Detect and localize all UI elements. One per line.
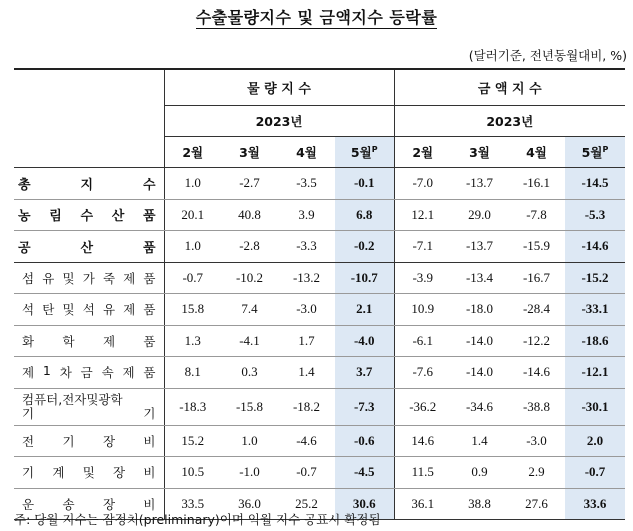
group-header-volume: 물 량 지 수 [164,69,394,106]
cell-vol-1: 40.8 [221,199,278,231]
cell-vol-1: -10.2 [221,262,278,294]
cell-val-0: -7.0 [394,168,451,200]
table-row [14,457,625,489]
footnote: 주: 당월 지수는 잠정치(preliminary)이며 익월 지수 공표시 확정됨 [14,512,381,527]
cell-val-1: -13.7 [451,231,508,263]
index-table [14,68,625,520]
table-row [14,388,625,425]
cell-vol-0: -0.7 [164,262,221,294]
table-row [14,294,625,326]
cell-vol-2: -3.3 [278,231,335,263]
cell-val-1: -13.4 [451,262,508,294]
prelim-mark: P [371,144,378,154]
cell-val-3: -30.1 [565,388,625,425]
cell-vol-2: -3.5 [278,168,335,200]
cell-val-0: 10.9 [394,294,451,326]
cell-vol-3: -10.7 [335,262,394,294]
cell-val-3: -12.1 [565,357,625,389]
cell-vol-1: -2.8 [221,231,278,263]
cell-val-0: 11.5 [394,457,451,489]
row-label: 전 기 장 비 [14,425,164,457]
cell-val-1: 1.4 [451,425,508,457]
cell-vol-1: -4.1 [221,325,278,357]
cell-val-2: -3.0 [508,425,565,457]
row-label: 농 림 수 산 품 [14,199,164,231]
cell-vol-2: -4.6 [278,425,335,457]
cell-val-2: -38.8 [508,388,565,425]
group-header-value: 금 액 지 수 [394,69,625,106]
row-label: 섬 유 및 가 죽 제 품 [14,262,164,294]
month-header-val-0: 2월 [394,137,451,168]
cell-val-2: -16.1 [508,168,565,200]
cell-val-2: 2.9 [508,457,565,489]
cell-vol-2: -0.7 [278,457,335,489]
row-label: 석 탄 및 석 유 제 품 [14,294,164,326]
cell-vol-0: 15.8 [164,294,221,326]
cell-vol-0: 10.5 [164,457,221,489]
page-title: 수출물량지수 및 금액지수 등락률 [195,8,438,27]
cell-vol-0: 15.2 [164,425,221,457]
cell-val-0: 36.1 [394,488,451,520]
cell-vol-1: -1.0 [221,457,278,489]
cell-val-1: -18.0 [451,294,508,326]
cell-val-0: -6.1 [394,325,451,357]
row-label: 화 학 제 품 [14,325,164,357]
cell-vol-3: 6.8 [335,199,394,231]
cell-val-0: -3.9 [394,262,451,294]
table-row [14,325,625,357]
table-row [14,231,625,263]
cell-vol-2: 1.4 [278,357,335,389]
cell-vol-1: 0.3 [221,357,278,389]
cell-val-1: -34.6 [451,388,508,425]
year-label-value: 2023년 [394,106,625,137]
cell-val-3: 33.6 [565,488,625,520]
cell-vol-2: 1.7 [278,325,335,357]
cell-val-3: -33.1 [565,294,625,326]
cell-vol-2: -13.2 [278,262,335,294]
cell-val-1: 0.9 [451,457,508,489]
table-row [14,357,625,389]
cell-val-2: -15.9 [508,231,565,263]
cell-val-0: 12.1 [394,199,451,231]
cell-val-2: -28.4 [508,294,565,326]
cell-val-3: -18.6 [565,325,625,357]
month-header-val-3: 5월$^P$ [565,137,625,168]
cell-val-3: -5.3 [565,199,625,231]
cell-val-0: -7.1 [394,231,451,263]
row-label: 제 1 차 금 속 제 품 [14,357,164,389]
cell-val-3: -14.5 [565,168,625,200]
unit-note: (달러기준, 전년동월대비, %) [468,48,627,63]
month-header-vol-3: 5월$^P$ [335,137,394,168]
month-header-vol-0: 2월 [164,137,221,168]
cell-vol-0: 1.3 [164,325,221,357]
month-header-vol-2: 4월 [278,137,335,168]
cell-val-1: -13.7 [451,168,508,200]
cell-vol-2: -18.2 [278,388,335,425]
cell-val-3: 2.0 [565,425,625,457]
cell-vol-3: -7.3 [335,388,394,425]
row-label: 컴퓨터,전자및광학 기 기 [14,388,164,425]
cell-vol-1: 1.0 [221,425,278,457]
month-header-val-2: 4월 [508,137,565,168]
cell-val-3: -15.2 [565,262,625,294]
cell-vol-0: 20.1 [164,199,221,231]
cell-val-1: -14.0 [451,325,508,357]
cell-vol-1: -2.7 [221,168,278,200]
cell-val-3: -14.6 [565,231,625,263]
cell-vol-0: 1.0 [164,168,221,200]
cell-vol-0: 1.0 [164,231,221,263]
cell-vol-0: 8.1 [164,357,221,389]
cell-vol-0: 33.5 [164,488,221,520]
cell-vol-3: -0.6 [335,425,394,457]
cell-val-3: -0.7 [565,457,625,489]
cell-vol-3: -0.2 [335,231,394,263]
cell-vol-3: 3.7 [335,357,394,389]
cell-vol-2: 3.9 [278,199,335,231]
cell-val-1: 38.8 [451,488,508,520]
cell-vol-1: 7.4 [221,294,278,326]
year-label-volume: 2023년 [164,106,394,137]
cell-val-2: 27.6 [508,488,565,520]
cell-vol-3: -4.0 [335,325,394,357]
cell-val-2: -16.7 [508,262,565,294]
cell-val-0: 14.6 [394,425,451,457]
cell-val-1: -14.0 [451,357,508,389]
table-row [14,168,625,200]
cell-vol-1: -15.8 [221,388,278,425]
month-header-vol-1: 3월 [221,137,278,168]
cell-vol-3: -0.1 [335,168,394,200]
cell-vol-2: 25.2 [278,488,335,520]
row-label: 기 계 및 장 비 [14,457,164,489]
cell-val-1: 29.0 [451,199,508,231]
cell-val-2: -14.6 [508,357,565,389]
cell-val-0: -7.6 [394,357,451,389]
cell-vol-1: 36.0 [221,488,278,520]
cell-val-2: -7.8 [508,199,565,231]
row-label: 운 송 장 비 [14,488,164,520]
cell-vol-3: 2.1 [335,294,394,326]
month-header-val-1: 3월 [451,137,508,168]
table-row [14,262,625,294]
cell-vol-3: -4.5 [335,457,394,489]
table-row [14,199,625,231]
cell-vol-3: 30.6 [335,488,394,520]
cell-val-0: -36.2 [394,388,451,425]
table-row [14,425,625,457]
cell-val-2: -12.2 [508,325,565,357]
row-label: 총 지 수 [14,168,164,200]
prelim-mark: P [602,144,609,154]
cell-vol-2: -3.0 [278,294,335,326]
corner-cell [14,69,164,106]
cell-vol-0: -18.3 [164,388,221,425]
row-label: 공 산 품 [14,231,164,263]
